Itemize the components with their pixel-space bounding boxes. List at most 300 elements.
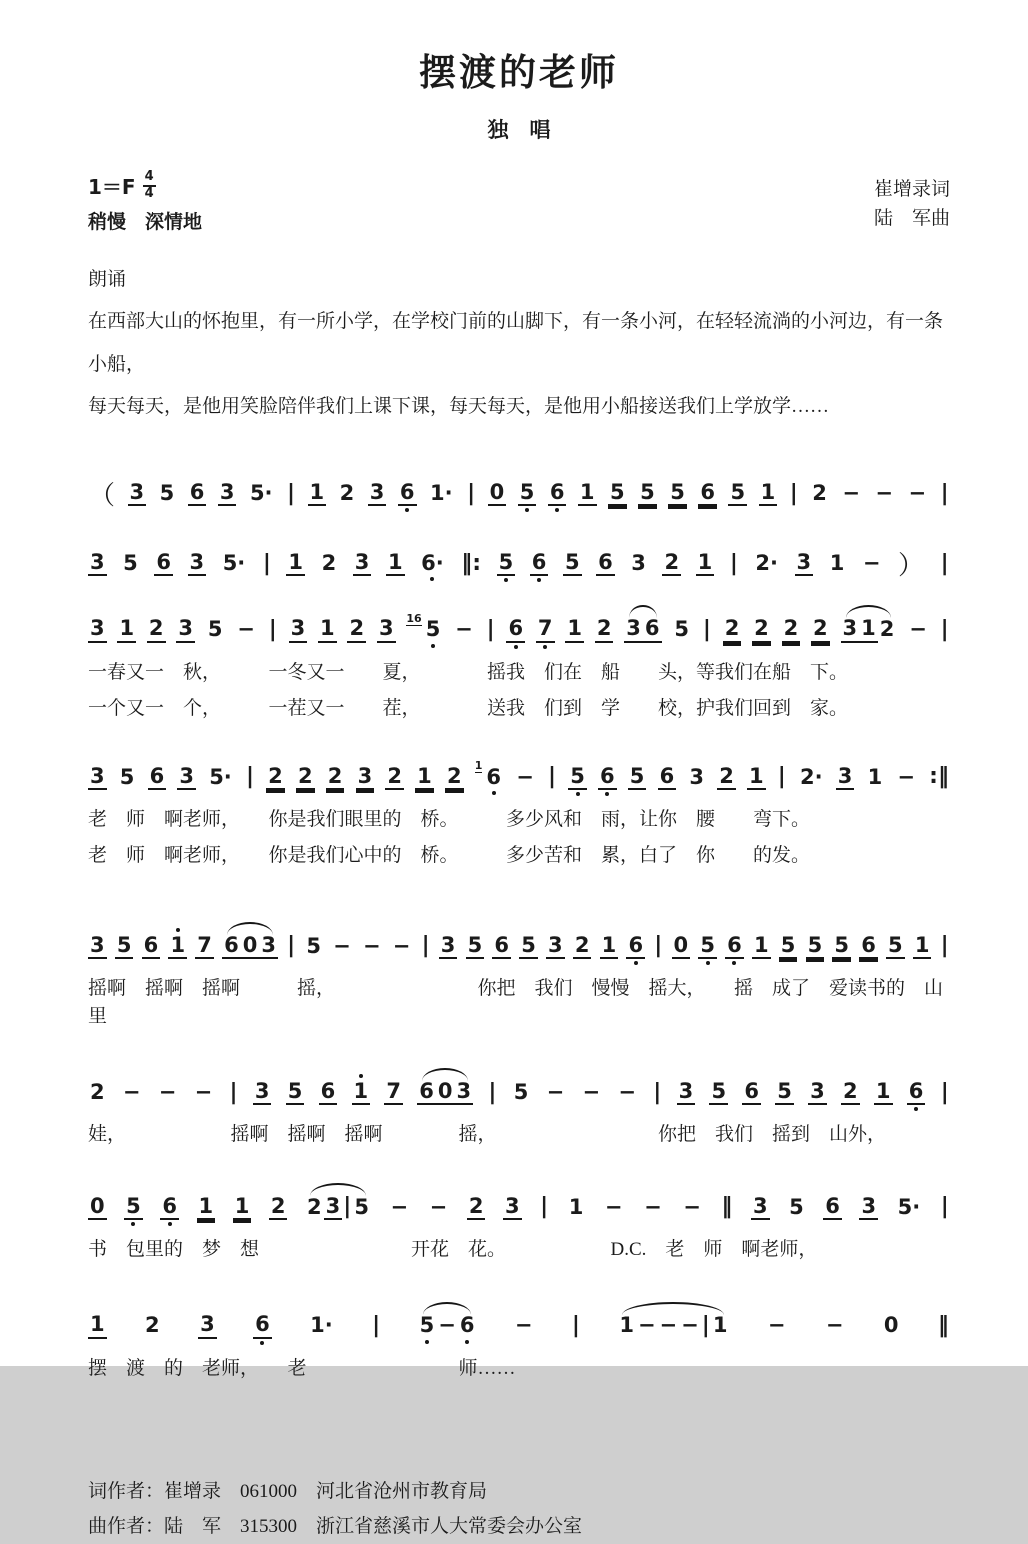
barline: | bbox=[940, 1079, 949, 1105]
octave-dot-empty bbox=[88, 959, 107, 966]
note bbox=[324, 1187, 343, 1227]
octave-dot-empty bbox=[677, 1072, 696, 1079]
note bbox=[207, 758, 234, 796]
note bbox=[873, 474, 895, 512]
note-column bbox=[638, 473, 657, 513]
lyricist-info: 词作者：崔增录 061000 河北省沧州市教育局 bbox=[88, 1481, 488, 1503]
octave-dot-empty bbox=[624, 643, 643, 650]
octave-dot-empty bbox=[269, 1220, 288, 1227]
note-digit: 3 bbox=[253, 1079, 272, 1105]
note-column bbox=[608, 473, 627, 513]
octave-dot bbox=[725, 959, 744, 966]
octave-dot-empty bbox=[361, 958, 383, 965]
author-block bbox=[874, 175, 950, 234]
note bbox=[628, 757, 647, 797]
note-digit: 5 bbox=[668, 480, 687, 506]
note-digit: 5 bbox=[425, 617, 441, 642]
note-digit: 2 bbox=[723, 616, 742, 642]
octave-dot-empty bbox=[115, 926, 134, 933]
note-column bbox=[318, 609, 337, 649]
note-column bbox=[88, 1187, 107, 1227]
octave-dot-empty bbox=[753, 544, 780, 551]
octave-dot-empty bbox=[882, 1306, 901, 1313]
octave-dot-empty bbox=[567, 1219, 586, 1226]
note bbox=[514, 758, 536, 796]
note-column bbox=[222, 926, 241, 966]
octave-dot-empty bbox=[188, 473, 207, 480]
note bbox=[859, 609, 878, 649]
note bbox=[88, 926, 107, 966]
octave-dot-empty bbox=[565, 643, 584, 650]
note bbox=[289, 609, 308, 649]
note-digit: 0 bbox=[488, 480, 507, 506]
octave-dot-empty bbox=[221, 575, 248, 582]
octave-dot-empty bbox=[158, 474, 177, 481]
barline: | bbox=[540, 1194, 549, 1220]
note bbox=[603, 1188, 625, 1226]
octave-dot-empty bbox=[492, 926, 511, 933]
note bbox=[518, 473, 537, 513]
octave-dot-empty bbox=[177, 790, 196, 797]
note bbox=[742, 1072, 761, 1112]
note bbox=[672, 610, 691, 648]
note-digit: 1 bbox=[867, 764, 883, 789]
note-digit: 5 bbox=[123, 551, 138, 576]
note-digit: − bbox=[618, 1080, 636, 1105]
note-column bbox=[873, 474, 895, 512]
octave-dot-empty bbox=[600, 926, 619, 933]
note bbox=[118, 758, 137, 796]
octave-dot-empty bbox=[874, 1072, 893, 1079]
octave-dot-empty bbox=[308, 473, 327, 480]
note bbox=[160, 1187, 179, 1227]
octave-dot-empty bbox=[296, 790, 315, 797]
note-digit: 2 bbox=[296, 764, 315, 790]
octave-dot-empty bbox=[787, 1188, 806, 1195]
note-digit: 6 bbox=[658, 764, 677, 790]
lyrics-row-2: 一个又一 个， 一茬又一 茬， 送我 们到 学 校，护我们回到 家。 bbox=[88, 698, 849, 720]
octave-dot-empty bbox=[798, 758, 825, 765]
note bbox=[117, 609, 136, 649]
octave-dot-empty bbox=[488, 473, 507, 480]
note bbox=[775, 1072, 794, 1112]
octave-dot-empty bbox=[304, 927, 323, 934]
octave-dot bbox=[598, 790, 617, 797]
note-column bbox=[259, 926, 278, 966]
octave-dot-empty bbox=[568, 757, 587, 764]
octave-dot-empty bbox=[428, 1219, 450, 1226]
note-digit: 6 bbox=[530, 550, 549, 576]
note bbox=[154, 543, 173, 583]
note-column bbox=[195, 926, 214, 966]
octave-dot-empty bbox=[331, 927, 353, 934]
octave-dot-empty bbox=[658, 757, 677, 764]
octave-dot-empty bbox=[121, 544, 140, 551]
barline: | bbox=[653, 1079, 662, 1105]
note bbox=[841, 1072, 860, 1112]
note-column bbox=[88, 609, 107, 649]
note-column bbox=[859, 609, 878, 649]
note-column bbox=[467, 1187, 486, 1227]
octave-dot-empty bbox=[384, 1105, 403, 1112]
note-column bbox=[218, 473, 237, 513]
note-digit: 1 bbox=[752, 933, 771, 959]
octave-dot-empty bbox=[326, 790, 345, 797]
octave-dot-empty bbox=[512, 1073, 531, 1080]
octave-dot-empty bbox=[798, 789, 825, 796]
note bbox=[596, 543, 615, 583]
octave-dot-empty bbox=[840, 505, 862, 512]
note-digit: 5 bbox=[728, 480, 747, 506]
octave-dot-empty bbox=[308, 506, 327, 513]
note bbox=[617, 1306, 636, 1344]
note bbox=[248, 474, 275, 512]
octave-dot-empty bbox=[466, 959, 485, 966]
note bbox=[319, 1072, 338, 1112]
octave-dot-empty bbox=[88, 1220, 107, 1227]
octave-dot-empty bbox=[286, 1105, 305, 1112]
octave-dot bbox=[352, 1072, 371, 1079]
note-digit: 2 bbox=[266, 764, 285, 790]
note-column bbox=[176, 609, 195, 649]
octave-dot-empty bbox=[118, 758, 137, 765]
note-digit: 5 bbox=[518, 480, 537, 506]
octave-dot-empty bbox=[356, 790, 375, 797]
credits-block bbox=[88, 1474, 950, 1544]
note-digit: 6 bbox=[142, 933, 161, 959]
octave-dot bbox=[506, 643, 525, 650]
note-digit: − bbox=[194, 1080, 213, 1105]
slur-group bbox=[418, 1306, 477, 1344]
note-column bbox=[643, 609, 662, 649]
octave-dot-empty bbox=[115, 959, 134, 966]
note-digit: − bbox=[862, 551, 881, 576]
note bbox=[206, 610, 225, 648]
octave-dot-empty bbox=[628, 757, 647, 764]
note-column bbox=[567, 1188, 586, 1226]
note bbox=[629, 544, 648, 582]
octave-dot-empty bbox=[751, 1220, 770, 1227]
octave-dot-empty bbox=[628, 790, 647, 797]
note bbox=[266, 757, 285, 797]
note-column bbox=[286, 1072, 305, 1112]
note-column bbox=[859, 926, 878, 966]
note-digit: 3 bbox=[836, 764, 855, 790]
note bbox=[188, 473, 207, 513]
octave-dot-empty bbox=[88, 1339, 107, 1346]
octave-dot bbox=[530, 576, 549, 583]
octave-dot-empty bbox=[728, 506, 747, 513]
note bbox=[88, 543, 107, 583]
note bbox=[567, 1188, 586, 1226]
note-digit: − bbox=[909, 617, 927, 642]
note-column bbox=[269, 1187, 288, 1227]
octave-dot-empty bbox=[352, 1188, 371, 1195]
note bbox=[782, 609, 801, 649]
note bbox=[326, 757, 345, 797]
note-digit: − bbox=[683, 1194, 701, 1219]
note-digit: 5 bbox=[806, 933, 825, 959]
note-digit: 5 bbox=[886, 933, 905, 959]
octave-dot-empty bbox=[235, 610, 257, 617]
note bbox=[751, 1187, 770, 1227]
octave-dot-empty bbox=[828, 575, 847, 582]
note-digit: 2 bbox=[145, 1313, 160, 1338]
note-digit: 3 bbox=[751, 1194, 770, 1220]
note-column bbox=[368, 473, 387, 513]
note bbox=[808, 1072, 827, 1112]
note bbox=[636, 1306, 658, 1344]
octave-dot-empty bbox=[415, 757, 434, 764]
octave-dot-empty bbox=[324, 1220, 343, 1227]
note bbox=[168, 926, 187, 966]
octave-dot-empty bbox=[548, 473, 567, 480]
note bbox=[218, 473, 237, 513]
score bbox=[88, 473, 950, 1382]
note-column bbox=[628, 757, 647, 797]
note-column bbox=[352, 1072, 371, 1112]
note bbox=[882, 1306, 901, 1344]
note bbox=[308, 1306, 335, 1344]
octave-dot-empty bbox=[752, 609, 771, 616]
octave-dot-empty bbox=[386, 543, 405, 550]
octave-dot-empty bbox=[248, 474, 275, 481]
octave-dot-empty bbox=[147, 643, 166, 650]
note bbox=[779, 926, 798, 966]
note bbox=[608, 473, 627, 513]
note-digit: 3 bbox=[289, 616, 308, 642]
tempo-marking: 稍慢 深情地 bbox=[88, 211, 203, 233]
octave-dot-empty bbox=[353, 576, 372, 583]
note bbox=[466, 926, 485, 966]
note-digit: − bbox=[362, 933, 381, 958]
note-digit: 5 bbox=[419, 1313, 435, 1338]
octave-dot-empty bbox=[445, 790, 464, 797]
octave-dot-empty bbox=[385, 757, 404, 764]
note-column bbox=[709, 1072, 728, 1112]
note-column bbox=[896, 1188, 923, 1226]
note-digit: 6 bbox=[698, 480, 717, 506]
note bbox=[439, 926, 458, 966]
note bbox=[121, 1073, 143, 1111]
octave-dot-empty bbox=[643, 609, 662, 616]
note-column bbox=[207, 758, 234, 796]
note-digit: 2 bbox=[573, 933, 592, 959]
note bbox=[385, 757, 404, 797]
system-6 bbox=[88, 1072, 950, 1149]
note-column bbox=[385, 757, 404, 797]
octave-dot-empty bbox=[368, 506, 387, 513]
note bbox=[157, 1073, 179, 1111]
note-digit: 6 bbox=[725, 933, 744, 959]
note bbox=[565, 609, 584, 649]
octave-dot-empty bbox=[389, 1219, 411, 1226]
octave-dot-empty bbox=[88, 643, 107, 650]
note bbox=[233, 1187, 252, 1227]
octave-dot bbox=[398, 506, 417, 513]
octave-dot-empty bbox=[286, 1072, 305, 1079]
note-column bbox=[88, 1073, 107, 1111]
octave-dot-empty bbox=[662, 576, 681, 583]
note bbox=[417, 1072, 436, 1112]
octave-dot-empty bbox=[866, 758, 885, 765]
octave-dot-empty bbox=[436, 1072, 455, 1079]
octave-dot-empty bbox=[859, 643, 878, 650]
barline: | bbox=[701, 1313, 710, 1339]
note-digit: 3 bbox=[377, 616, 396, 642]
note-column bbox=[895, 758, 917, 796]
note-digit: 6 bbox=[742, 1079, 761, 1105]
octave-dot-empty bbox=[308, 1306, 335, 1313]
note-column bbox=[811, 609, 830, 649]
octave-dot-empty bbox=[389, 1188, 411, 1195]
note bbox=[907, 474, 929, 512]
note-digit: 2 bbox=[307, 1194, 322, 1219]
octave-dot-empty bbox=[415, 790, 434, 797]
octave-dot-empty bbox=[859, 1220, 878, 1227]
note bbox=[318, 609, 337, 649]
octave-dot-empty bbox=[506, 609, 525, 616]
octave-dot-empty bbox=[696, 576, 715, 583]
note-digit: 1· bbox=[310, 1313, 333, 1338]
note-digit: 5 bbox=[115, 933, 134, 959]
note-column bbox=[728, 473, 747, 513]
note-digit: 3 bbox=[177, 764, 196, 790]
octave-dot-empty bbox=[160, 1187, 179, 1194]
octave-dot-empty bbox=[859, 926, 878, 933]
note-digit: 1 bbox=[874, 1079, 893, 1105]
octave-dot-empty bbox=[121, 1073, 143, 1080]
octave-dot bbox=[419, 575, 446, 582]
note-column bbox=[565, 609, 584, 649]
octave-dot bbox=[626, 959, 645, 966]
note-column bbox=[658, 1306, 680, 1344]
note bbox=[195, 926, 214, 966]
octave-dot-empty bbox=[88, 1073, 107, 1080]
note-column bbox=[319, 1072, 338, 1112]
octave-dot-empty bbox=[642, 1188, 664, 1195]
note-column bbox=[324, 1187, 343, 1227]
octave-dot-empty bbox=[811, 643, 830, 650]
octave-dot-empty bbox=[752, 643, 771, 650]
note bbox=[717, 757, 736, 797]
note-digit: 3 bbox=[88, 933, 107, 959]
octave-dot-empty bbox=[266, 790, 285, 797]
octave-dot-empty bbox=[742, 1072, 761, 1079]
octave-dot-empty bbox=[417, 1105, 436, 1112]
note bbox=[759, 473, 778, 513]
octave-dot-empty bbox=[492, 959, 511, 966]
octave-dot-empty bbox=[419, 544, 446, 551]
barline: | bbox=[547, 764, 557, 790]
note-digit: 6 bbox=[253, 1312, 272, 1338]
octave-dot-empty bbox=[832, 926, 851, 933]
note-digit: 5 bbox=[513, 1080, 529, 1105]
note-digit: 6 bbox=[492, 933, 511, 959]
octave-dot-empty bbox=[319, 1072, 338, 1079]
note-column bbox=[503, 1187, 522, 1227]
octave-dot bbox=[497, 576, 516, 583]
notes-row bbox=[88, 1072, 950, 1112]
note-digit: 3 bbox=[439, 933, 458, 959]
octave-dot-empty bbox=[806, 926, 825, 933]
octave-dot-empty bbox=[603, 1219, 625, 1226]
note-column bbox=[806, 926, 825, 966]
note bbox=[338, 474, 357, 512]
note bbox=[436, 1072, 455, 1112]
octave-dot-empty bbox=[787, 1219, 806, 1226]
note bbox=[626, 926, 645, 966]
note-column bbox=[154, 543, 173, 583]
note-digit: 6 bbox=[222, 933, 241, 959]
octave-dot-empty bbox=[198, 1305, 217, 1312]
octave-dot-empty bbox=[353, 543, 372, 550]
recitation-label: 朗诵 bbox=[88, 268, 127, 290]
note-digit: 1 bbox=[308, 480, 327, 506]
note-digit: 5 bbox=[306, 933, 321, 958]
paren: ） bbox=[898, 550, 925, 581]
note bbox=[677, 1072, 696, 1112]
octave-dot-empty bbox=[324, 1187, 343, 1194]
octave-dot-empty bbox=[709, 1105, 728, 1112]
octave-dot-empty bbox=[253, 1072, 272, 1079]
note-column bbox=[668, 473, 687, 513]
octave-dot-empty bbox=[188, 543, 207, 550]
note-digit: 6 bbox=[319, 1079, 338, 1105]
octave-dot-empty bbox=[197, 1220, 216, 1227]
note bbox=[725, 926, 744, 966]
octave-dot-empty bbox=[147, 609, 166, 616]
octave-dot-empty bbox=[417, 1072, 436, 1079]
note-column bbox=[581, 1073, 603, 1111]
note-column bbox=[681, 1188, 703, 1226]
octave-dot-empty bbox=[289, 643, 308, 650]
octave-dot-empty bbox=[873, 474, 895, 481]
note-column bbox=[160, 1187, 179, 1227]
note-column bbox=[352, 1188, 371, 1226]
octave-dot-empty bbox=[753, 575, 780, 582]
octave-dot-empty bbox=[563, 543, 582, 550]
note-column bbox=[418, 1306, 437, 1344]
note bbox=[361, 927, 383, 965]
note bbox=[573, 926, 592, 966]
note-column bbox=[810, 474, 829, 512]
note bbox=[828, 544, 847, 582]
octave-dot-empty bbox=[253, 1105, 272, 1112]
octave-dot-empty bbox=[565, 609, 584, 616]
octave-dot-empty bbox=[832, 959, 851, 966]
grace-note: 1 bbox=[474, 759, 483, 773]
note-digit: 1· bbox=[429, 481, 453, 506]
note-column bbox=[752, 926, 771, 966]
note bbox=[836, 757, 855, 797]
note-digit: 6 bbox=[188, 480, 207, 506]
octave-dot-empty bbox=[193, 1104, 215, 1111]
note-column bbox=[266, 757, 285, 797]
note-column bbox=[662, 543, 681, 583]
octave-dot-empty bbox=[896, 1219, 923, 1226]
octave-dot-empty bbox=[338, 474, 357, 481]
note-column bbox=[742, 1072, 761, 1112]
octave-dot-empty bbox=[453, 610, 475, 617]
note bbox=[753, 544, 780, 582]
note-digit: 6 bbox=[154, 550, 173, 576]
octave-dot-empty bbox=[629, 544, 648, 551]
note bbox=[458, 1306, 477, 1344]
octave-dot-empty bbox=[512, 1104, 531, 1111]
note-digit: − bbox=[333, 933, 351, 958]
octave-dot-empty bbox=[546, 926, 565, 933]
